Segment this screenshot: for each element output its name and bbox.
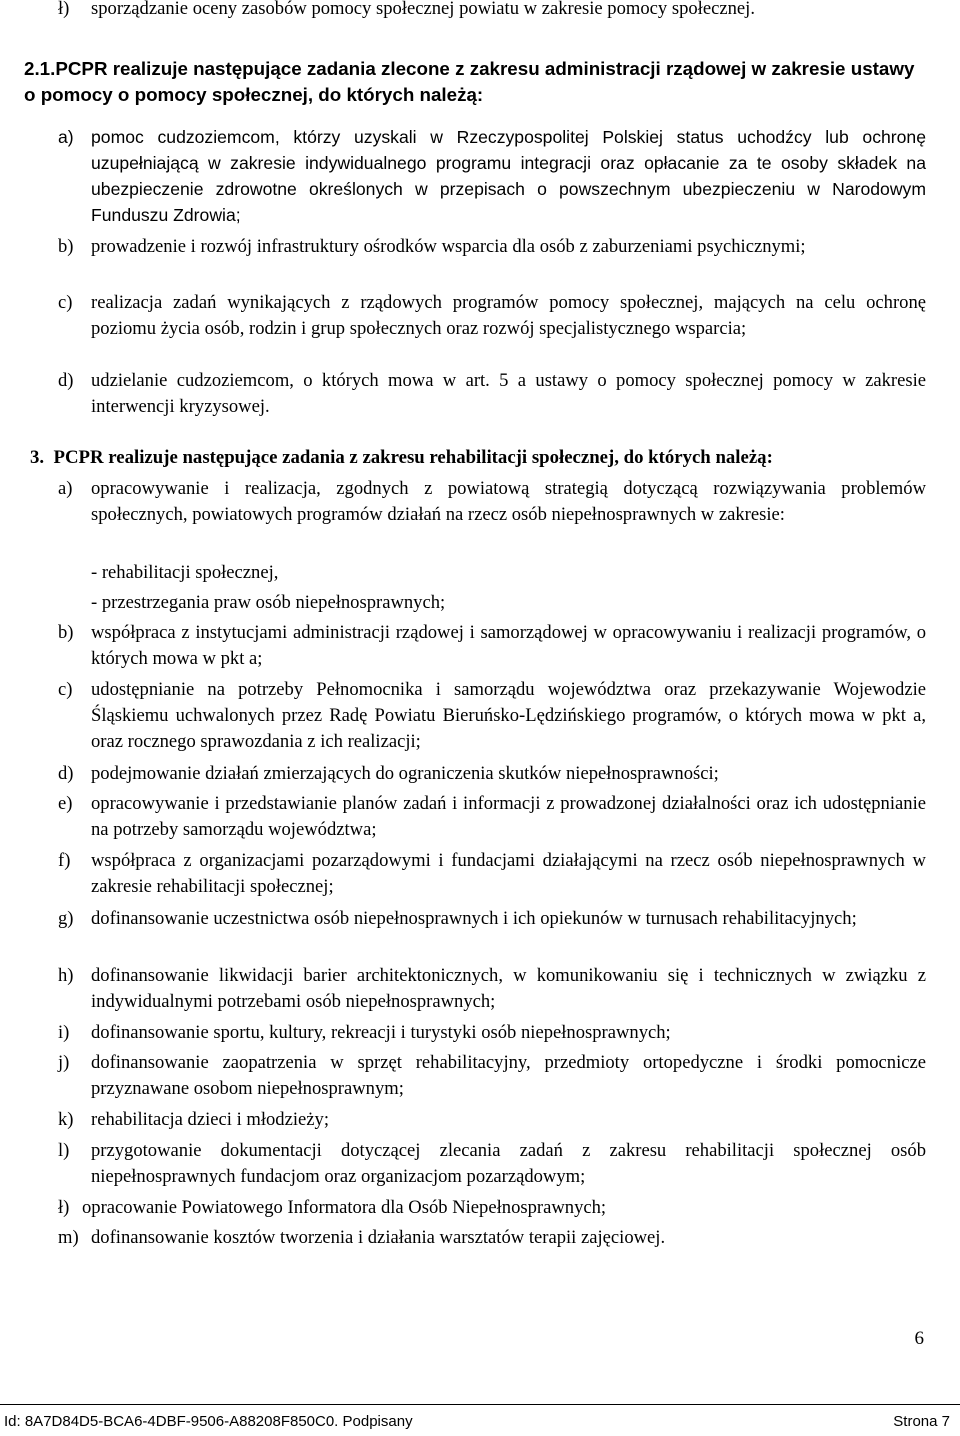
section-3-heading xyxy=(30,445,930,471)
list-item-label: m) xyxy=(58,1227,79,1248)
list-item-text: dofinansowanie sportu, kultury, rekreacji i turystyki osób niepełnosprawnych; xyxy=(91,1022,671,1043)
list-item xyxy=(58,368,926,420)
list-item-label: b) xyxy=(58,622,74,643)
list-item-text: podejmowanie działań zmierzających do ograniczenia skutków niepełnosprawności; xyxy=(91,763,719,784)
section-number: 3. xyxy=(30,447,45,468)
list-item-label: g) xyxy=(58,908,74,929)
list-item-text: opracowywanie i przedstawianie planów zadań i informacji z prowadzonej działalności oraz ich udostępnianie na potrzeby samorządu województwa; xyxy=(91,793,926,840)
list-item-label: l) xyxy=(58,1140,70,1161)
section-2-1-heading xyxy=(24,56,928,108)
list-item-text: opracowywanie i realizacja, zgodnych z powiatową strategią dotyczącą rozwiązywania problemów społecznych, powiatowych programów działań na rzecz osób niepełnosprawnych w zakresie: xyxy=(91,478,926,525)
list-item xyxy=(58,1020,926,1046)
list-item xyxy=(58,848,926,900)
list-item xyxy=(58,290,926,342)
page-number: 6 xyxy=(914,1328,924,1349)
footer-page-label: Strona 7 xyxy=(893,1413,950,1430)
list-item-label: c) xyxy=(58,292,73,313)
list-item xyxy=(58,234,926,260)
list-item xyxy=(58,761,926,787)
list-item-text: dofinansowanie likwidacji barier architektonicznych, w komunikowaniu się i technicznych w związku z indywidualnymi potrzebami osób niepełnosprawnych; xyxy=(91,965,926,1012)
list-item-label: a) xyxy=(58,478,73,499)
list-item-label: d) xyxy=(58,763,74,784)
footer-divider xyxy=(0,1404,960,1405)
list-item xyxy=(58,791,926,843)
list-item xyxy=(58,1050,926,1102)
list-item-text: prowadzenie i rozwój infrastruktury ośrodków wsparcia dla osób z zaburzeniami psychicznymi; xyxy=(91,236,806,257)
list-item xyxy=(58,0,926,22)
section-number: 2.1. xyxy=(24,58,56,79)
list-item xyxy=(58,677,926,755)
section-heading-text: PCPR realizuje następujące zadania zlecone z zakresu administracji rządowej w zakresie ustawy o pomocy o pomocy społecznej, do których należą: xyxy=(24,58,915,105)
list-item xyxy=(58,1107,926,1133)
list-item-label: b) xyxy=(58,236,74,257)
section-heading-text: PCPR realizuje następujące zadania z zakresu rehabilitacji społecznej, do których należą: xyxy=(53,447,773,468)
list-item-label: f) xyxy=(58,850,71,871)
list-item-label: d) xyxy=(58,370,74,391)
list-item-label: j) xyxy=(58,1052,70,1073)
list-item-text: dofinansowanie kosztów tworzenia i działania warsztatów terapii zajęciowej. xyxy=(91,1227,666,1248)
sub-list-item: - rehabilitacji społecznej, xyxy=(91,562,279,583)
list-item-text: sporządzanie oceny zasobów pomocy społecznej powiatu w zakresie pomocy społecznej. xyxy=(91,0,755,19)
list-item-text: udzielanie cudzoziemcom, o których mowa w art. 5 a ustawy o pomocy społecznej pomocy w zakresie interwencji kryzysowej. xyxy=(91,370,926,417)
list-item-text: udostępnianie na potrzeby Pełnomocnika i samorządu województwa oraz przekazywanie Wojewodzie Śląskiemu uchwalonych przez Radę Powiatu Bieruńsko-Lędzińskiego programów, o których mowa w pkt a, oraz rocznego sprawozdania z ich realizacji; xyxy=(91,679,926,752)
list-item xyxy=(58,1138,926,1190)
footer-document-id: Id: 8A7D84D5-BCA6-4DBF-9506-A88208F850C0. Podpisany xyxy=(4,1413,413,1430)
list-item-label: c) xyxy=(58,679,73,700)
list-item-label: ł) xyxy=(58,0,70,19)
list-item-text: przygotowanie dokumentacji dotyczącej zlecania zadań z zakresu rehabilitacji społecznej osób niepełnosprawnych fundacjom oraz organizacjom pozarządowym; xyxy=(91,1140,926,1187)
list-item xyxy=(58,124,926,228)
list-item-label: e) xyxy=(58,793,73,814)
list-item-text: współpraca z instytucjami administracji rządowej i samorządowej w opracowywaniu i realizacji programów, o których mowa w pkt a; xyxy=(91,622,926,669)
list-item-text: rehabilitacja dzieci i młodzieży; xyxy=(91,1109,329,1130)
list-item-label: ł) xyxy=(58,1197,70,1218)
list-item-text: pomoc cudzoziemcom, którzy uzyskali w Rzeczypospolitej Polskiej status uchodźcy lub ochronę uzupełniającą w zakresie indywidualnego programu integracji oraz opłacanie za te osoby składek na ubezpieczenie zdrowotne określonych w przepisach o powszechnym ubezpieczeniu w Narodowym Funduszu Zdrowia; xyxy=(91,127,926,225)
list-item xyxy=(58,906,926,932)
list-item-label: a) xyxy=(58,127,74,147)
list-item-text: dofinansowanie uczestnictwa osób niepełnosprawnych i ich opiekunów w turnusach rehabilitacyjnych; xyxy=(91,908,857,929)
list-item-label: k) xyxy=(58,1109,74,1130)
list-item xyxy=(58,476,926,528)
list-item-text: opracowanie Powiatowego Informatora dla Osób Niepełnosprawnych; xyxy=(82,1197,607,1218)
list-item-text: realizacja zadań wynikających z rządowych programów pomocy społecznej, mających na celu ochronę poziomu życia osób, rodzin i grup społecznych oraz rozwój specjalistycznego wsparcia; xyxy=(91,292,926,339)
sub-list-item: - przestrzegania praw osób niepełnosprawnych; xyxy=(91,592,446,613)
list-item-label: h) xyxy=(58,965,74,986)
list-item-label: i) xyxy=(58,1022,70,1043)
list-item xyxy=(58,1225,926,1251)
list-item xyxy=(58,1195,926,1221)
list-item-text: współpraca z organizacjami pozarządowymi i fundacjami działającymi na rzecz osób niepełnosprawnych w zakresie rehabilitacji społecznej; xyxy=(91,850,926,897)
list-item xyxy=(58,620,926,672)
list-item xyxy=(58,963,926,1015)
list-item-text: dofinansowanie zaopatrzenia w sprzęt rehabilitacyjny, przedmioty ortopedyczne i środki pomocnicze przyznawane osobom niepełnosprawnym; xyxy=(91,1052,926,1099)
